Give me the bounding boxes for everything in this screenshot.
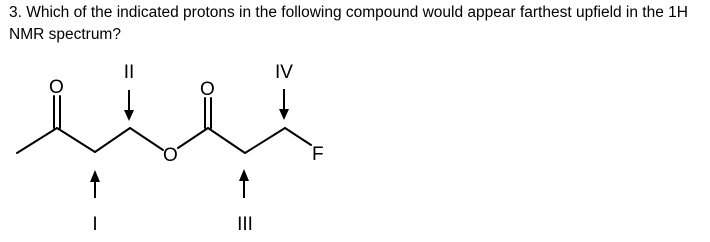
bond-c1-c2 [17,128,57,153]
label-proton-IV: IV [275,62,293,83]
atom-oxygen-carbonyl-2: O [200,79,215,100]
bond-c7-c8 [245,128,285,153]
atom-oxygen-ester: O [163,145,178,166]
bond-o-c6 [178,128,208,148]
bond-c4-c5 [130,128,163,150]
arrow-III-head [239,169,249,181]
bond-c8-f [285,128,311,145]
question-line-1: 3. Which of the indicated protons in the following compound would appear farthest upfield in the 1H [9,4,688,21]
bond-c2-c3 [57,128,95,152]
label-proton-I: I [92,214,98,235]
bond-c6-c7 [208,128,245,153]
arrow-IV-head [279,109,289,120]
arrow-II-head [124,110,134,121]
label-proton-III: III [237,214,253,235]
question-line-2: NMR spectrum? [9,26,121,43]
arrow-I-head [90,170,100,182]
atom-fluorine: F [312,144,324,165]
bond-c3-c4 [95,128,130,152]
atom-oxygen-carbonyl-1: O [49,77,64,98]
label-proton-II: II [123,62,135,83]
